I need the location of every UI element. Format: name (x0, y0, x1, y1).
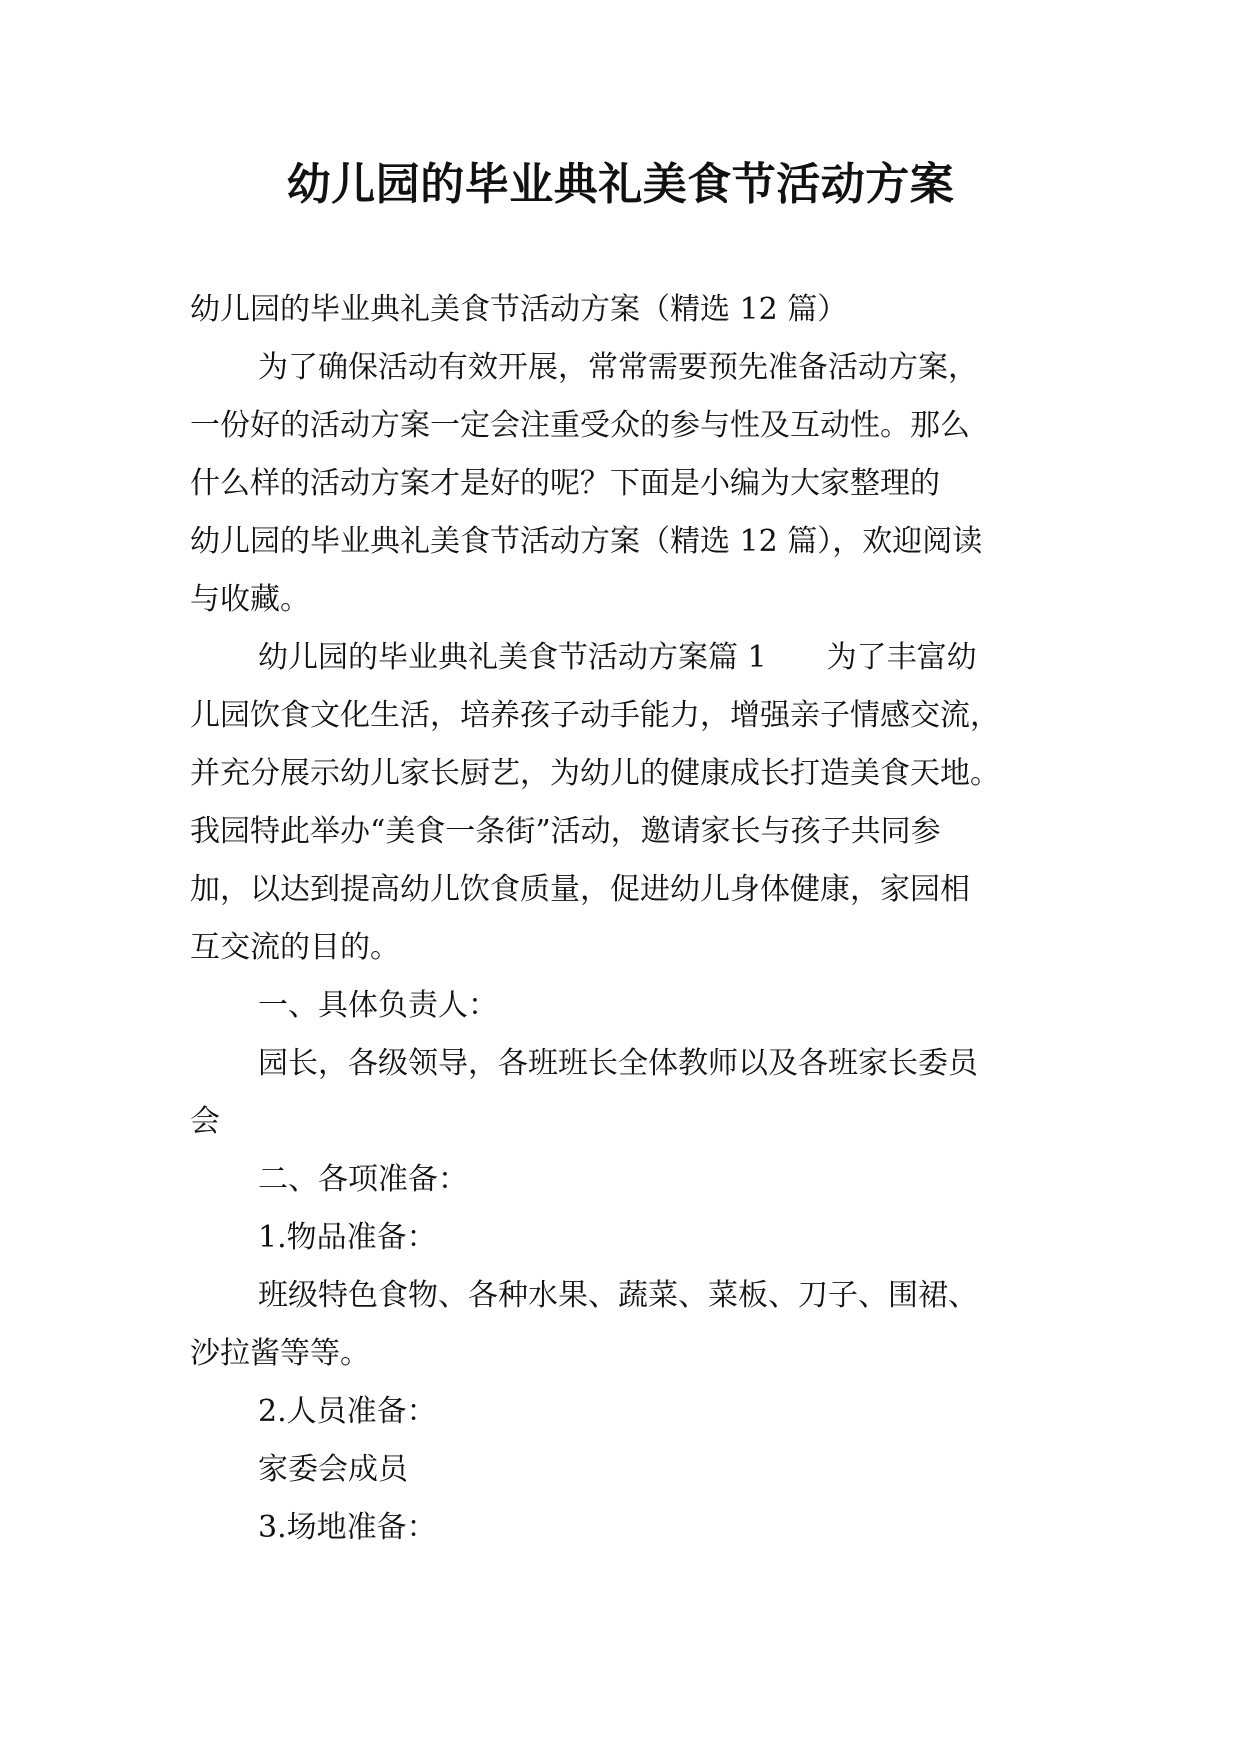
paragraph-line: 加，以达到提高幼儿饮食质量，促进幼儿身体健康，家园相 (190, 872, 970, 907)
paragraph-line: 一份好的活动方案一定会注重受众的参与性及互动性。那么 (190, 408, 970, 443)
paragraph-line: 我园特此举办“美食一条街”活动，邀请家长与孩子共同参 (190, 814, 941, 849)
paragraph-line: 会 (190, 1104, 220, 1139)
paragraph-line: 与收藏。 (190, 582, 310, 617)
paragraph-line: 什么样的活动方案才是好的呢？下面是小编为大家整理的 (190, 466, 940, 501)
paragraph-start: 为了丰富幼 (826, 640, 977, 675)
section-heading-line (190, 629, 1070, 687)
document-title: 幼儿园的毕业典礼美食节活动方案 (286, 159, 955, 210)
item-heading: 3.场地准备： (258, 1510, 437, 1545)
section-heading: 幼儿园的毕业典礼美食节活动方案篇 1 (258, 640, 767, 675)
paragraph-line: 幼儿园的毕业典礼美食节活动方案（精选 12 篇），欢迎阅读 (190, 524, 983, 559)
item-heading: 2.人员准备： (258, 1394, 437, 1429)
paragraph-line: 家委会成员 (258, 1452, 408, 1487)
paragraph-line: 班级特色食物、各种水果、蔬菜、菜板、刀子、围裙、 (258, 1278, 978, 1313)
paragraph-line: 并充分展示幼儿家长厨艺，为幼儿的健康成长打造美食天地。 (190, 756, 1000, 791)
document-body (190, 281, 1070, 1557)
paragraph-line: 为了确保活动有效开展，常常需要预先准备活动方案， (258, 350, 978, 385)
item-heading: 1.物品准备： (258, 1220, 437, 1255)
paragraph-line: 儿园饮食文化生活，培养孩子动手能力，增强亲子情感交流， (190, 698, 1000, 733)
paragraph-line: 园长，各级领导，各班班长全体教师以及各班家长委员 (258, 1046, 978, 1081)
paragraph-line: 沙拉酱等等。 (190, 1336, 370, 1371)
paragraph-line: 互交流的目的。 (190, 930, 400, 965)
heading-responsible: 一、具体负责人： (258, 988, 498, 1023)
heading-preparation: 二、各项准备： (258, 1162, 468, 1197)
subtitle-line: 幼儿园的毕业典礼美食节活动方案（精选 12 篇） (190, 292, 848, 327)
